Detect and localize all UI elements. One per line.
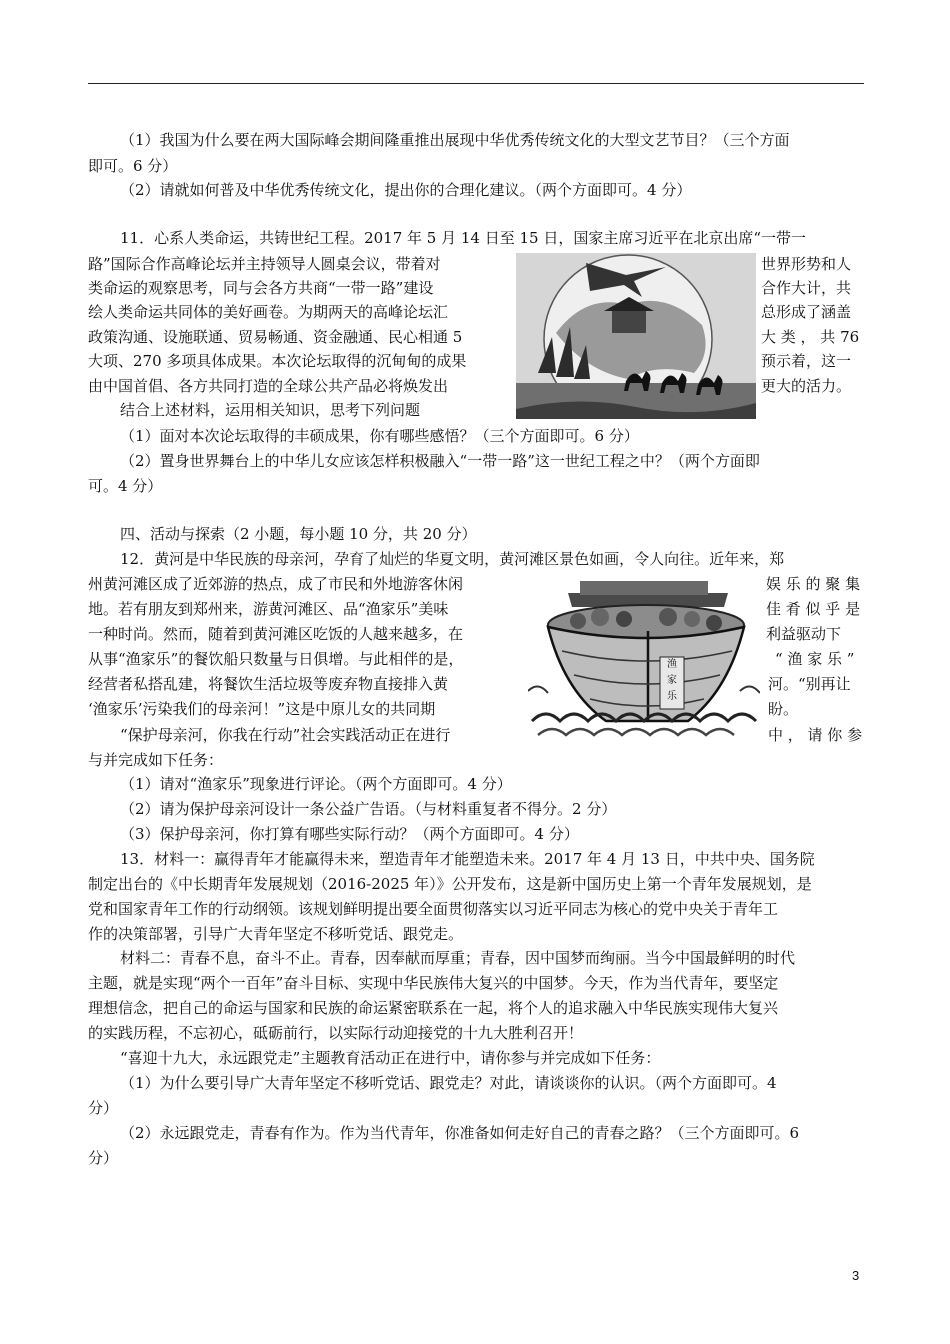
text-line: 路”国际合作高峰论坛并主持领导人圆桌会议，带着对 [88,255,441,273]
header-rule [88,83,864,84]
text-line: “保护母亲河，你我在行动”社会实践活动正在进行 [120,726,451,744]
text-line: 制定出台的《中长期青年发展规划（2016-2025 年）》公开发布，这是新中国历史上第一个青年发展规划，是 [88,875,812,893]
text-line: 盼。 [768,700,799,718]
text-line: （2）请就如何普及中华优秀传统文化，提出你的合理化建议。（两个方面即可。4 分） [120,181,692,199]
text-line: 可。4 分） [88,477,163,495]
belt-and-road-illustration [516,253,756,419]
text-line: 预示着，这一 [761,352,852,370]
text-line: 娱 乐 的 聚 集 [766,575,861,593]
text-line: 州黄河滩区成了近郊游的热点，成了市民和外地游客休闲 [88,575,464,593]
text-line: “ 渔 家 乐 ” [775,650,855,668]
page-number: 3 [852,1268,860,1283]
text-line: 分） [88,1149,119,1167]
text-line: （2）永远跟党走，青春有作为。作为当代青年，你准备如何走好自己的青春之路？（三个方面即可。6 [120,1124,800,1142]
text-line: 大 类 ， 共 76 [761,328,860,346]
text-line: 结合上述材料，运用相关知识，思考下列问题 [120,401,421,419]
text-line: （1）请对“渔家乐”现象进行评论。（两个方面即可。4 分） [120,775,512,793]
text-line: 与并完成如下任务： [88,751,224,769]
text-line: 经营者私搭乱建，将餐饮生活垃圾等废弃物直接排入黄 [88,675,449,693]
text-line: （1）为什么要引导广大青年坚定不移听党话、跟党走？对此，请谈谈你的认识。（两个方面即可。4 [120,1074,777,1092]
text-line: （1）我国为什么要在两大国际峰会期间隆重推出展现中华优秀传统文化的大型文艺节目？（三个方面 [120,131,790,149]
text-line: 类命运的观察思考，同与会各方共商“一带一路”建设 [88,279,434,297]
text-line: 中 ， 请 你 参 [768,726,863,744]
text-line: 更大的活力。 [761,377,852,395]
text-line: 材料二：青春不息，奋斗不止。青春，因奉献而厚重；青春，因中国梦而绚丽。当今中国最鲜明的时代 [120,949,796,967]
text-line: 地。若有朋友到郑州来，游黄河滩区、品“渔家乐”美味 [88,600,449,618]
text-line: 11．心系人类命运，共铸世纪工程。2017 年 5 月 14 日至 15 日，国家主席习近平在北京出席“一带一 [120,229,807,247]
boat-label-char: 渔 [667,659,677,670]
boat-label-char: 乐 [667,691,677,702]
text-line: 12．黄河是中华民族的母亲河，孕育了灿烂的华夏文明，黄河滩区景色如画，令人向往。近年来，郑 [120,550,785,568]
text-line: 政策沟通、设施联通、贸易畅通、资金融通、民心相通 5 [88,328,463,346]
fishing-boat-illustration [528,571,760,749]
text-line: 即可。6 分） [88,157,178,175]
boat-label-char: 家 [667,675,677,686]
text-line: 佳 肴 似 乎 是 [766,600,861,618]
section-heading: 四、活动与探索（2 小题，每小题 10 分，共 20 分） [120,525,477,543]
text-line: 合作大计，共 [761,279,852,297]
text-line: 大项、270 多项具体成果。本次论坛取得的沉甸甸的成果 [88,352,467,370]
text-line: 13．材料一：赢得青年才能赢得未来，塑造青年才能塑造未来。2017 年 4 月 13 日，中共中央、国务院 [120,850,815,868]
text-line: ‘渔家乐’污染我们的母亲河！”这是中原儿女的共同期 [88,700,436,718]
text-line: 分） [88,1099,119,1117]
text-line: （1）面对本次论坛取得的丰硕成果，你有哪些感悟？（三个方面即可。6 分） [120,427,639,445]
text-line: 绘人类命运共同体的美好画卷。为期两天的高峰论坛汇 [88,303,449,321]
text-line: （2）置身世界舞台上的中华儿女应该怎样积极融入“一带一路”这一世纪工程之中？（两个方面即 [120,452,760,470]
text-line: 的实践历程，不忘初心，砥砺前行，以实际行动迎接党的十九大胜利召开！ [88,1024,584,1042]
text-line: 世界形势和人 [761,255,852,273]
text-line: “喜迎十九大，永远跟党走”主题教育活动正在进行中，请你参与并完成如下任务： [120,1049,661,1067]
text-line: 从事“渔家乐”的餐饮船只数量与日俱增。与此相伴的是， [88,650,464,668]
text-line: 一种时尚。然而，随着到黄河滩区吃饭的人越来越多，在 [88,625,464,643]
text-line: 利益驱动下 [766,625,842,643]
text-line: 由中国首倡、各方共同打造的全球公共产品必将焕发出 [88,377,449,395]
text-line: 作的决策部署，引导广大青年坚定不移听党话、跟党走。 [88,925,464,943]
text-line: 总形成了涵盖 [761,303,852,321]
text-line: 河。“别再让 [768,675,851,693]
text-line: 主题，就是实现“两个一百年”奋斗目标、实现中华民族伟大复兴的中国梦。今天，作为当代青年，要坚定 [88,974,779,992]
text-line: 理想信念，把自己的命运与国家和民族的命运紧密联系在一起，将个人的追求融入中华民族实现伟大复兴 [88,999,779,1017]
text-line: （2）请为保护母亲河设计一条公益广告语。（与材料重复者不得分。2 分） [120,800,617,818]
text-line: 党和国家青年工作的行动纲领。该规划鲜明提出要全面贯彻落实以习近平同志为核心的党中央关于青年工 [88,900,779,918]
text-line: （3）保护母亲河，你打算有哪些实际行动？（两个方面即可。4 分） [120,825,579,843]
